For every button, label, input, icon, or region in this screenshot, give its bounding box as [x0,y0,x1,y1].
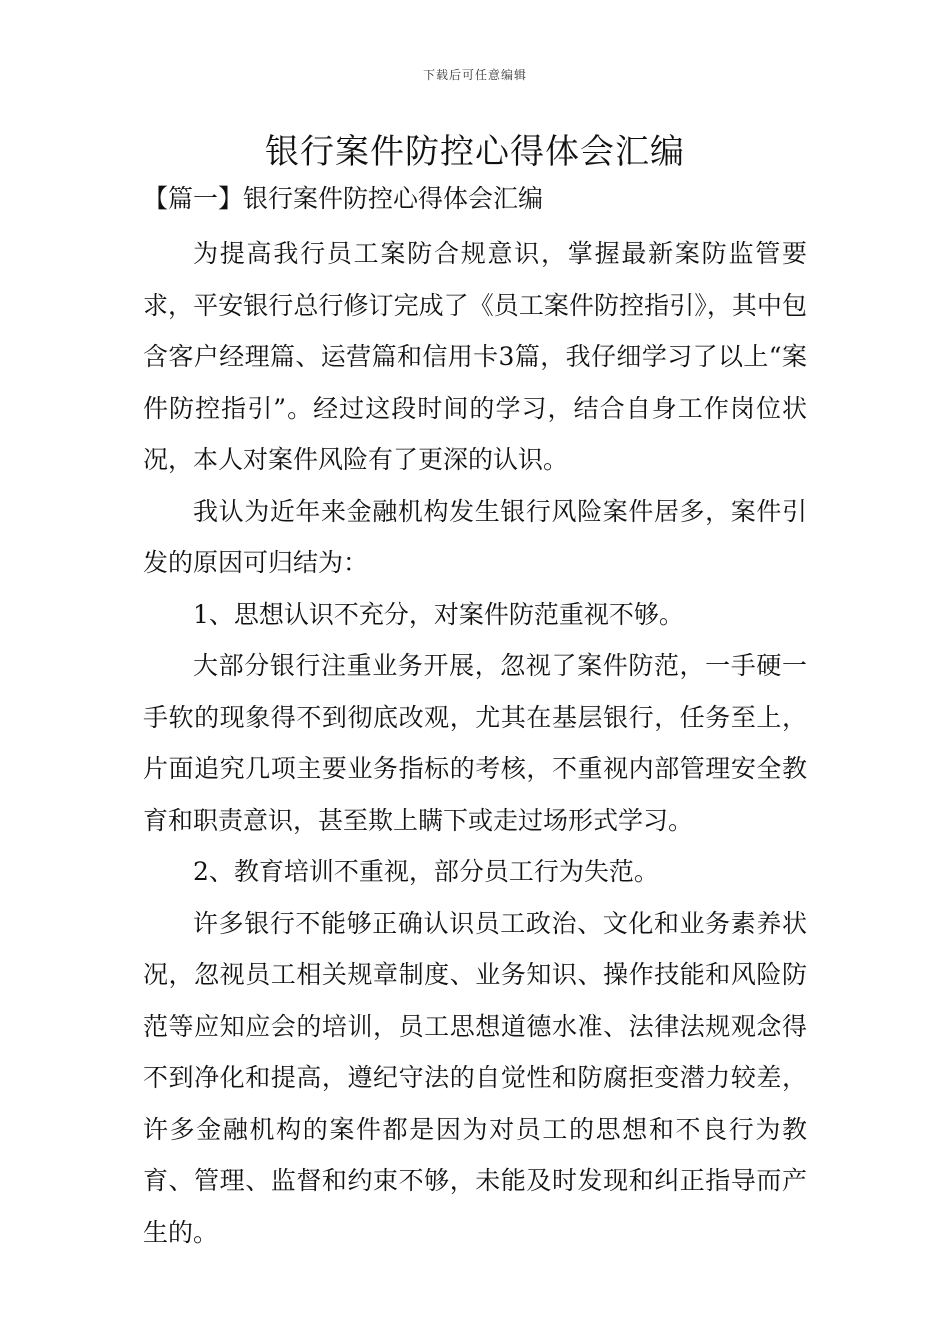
document-body [143,228,807,1258]
header-note: 下载后可任意编辑 [422,68,527,82]
paragraph: 大部分银行注重业务开展，忽视了案件防范，一手硬一手软的现象得不到彻底改观，尤其在基层银行，任务至上，片面追究几项主要业务指标的考核，不重视内部管理安全教育和职责意识，甚至欺上瞒下或走过场形式学习。 [143,651,807,835]
paragraph: 许多银行不能够正确认识员工政治、文化和业务素养状况，忽视员工相关规章制度、业务知识、操作技能和风险防范等应知应会的培训，员工思想道德水准、法律法规观念得不到净化和提高，遵纪守法的自觉性和防腐拒变潜力较差，许多金融机构的案件都是因为对员工的思想和不良行为教育、管理、监督和约束不够，未能及时发现和纠正指导而产生的。 [143,908,807,1247]
paragraph: 为提高我行员工案防合规意识，掌握最新案防监管要求，平安银行总行修订完成了《员工案件防控指引》，其中包含客户经理篇、运营篇和信用卡3篇，我仔细学习了以上“案件防控指引”。经过这段时间的学习，结合自身工作岗位状况，本人对案件风险有了更深的认识。 [143,239,807,474]
paragraph: 我认为近年来金融机构发生银行风险案件居多，案件引发的原因可归结为： [143,496,807,577]
paragraph: 1、思想认识不充分，对案件防范重视不够。 [193,599,684,629]
section-heading: 【篇一】银行案件防控心得体会汇编 [143,184,544,213]
document-title: 银行案件防控心得体会汇编 [265,132,685,172]
paragraph: 2、教育培训不重视，部分员工行为失范。 [193,857,659,886]
